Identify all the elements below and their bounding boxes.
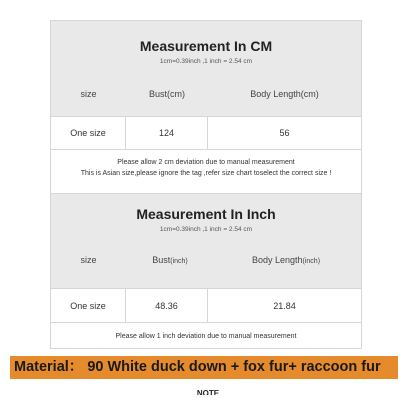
cm-cell-bust: 124 bbox=[126, 117, 208, 149]
inch-header-size: size bbox=[80, 255, 97, 265]
cm-table-title: Measurement In CM bbox=[139, 38, 273, 54]
inch-deviation-note: Please allow 1 inch deviation due to manual measurement bbox=[115, 333, 297, 340]
cm-deviation-note: Please allow 2 cm deviation due to manual measurement bbox=[117, 159, 295, 166]
cm-cell-size: One size bbox=[51, 117, 126, 149]
cm-header-bust: Bust(cm) bbox=[149, 89, 185, 99]
cm-notes bbox=[51, 150, 361, 179]
inch-conversion-note: 1cm=0.39inch ,1 inch = 2.54 cm bbox=[159, 226, 253, 233]
cm-column-headers bbox=[51, 89, 361, 99]
inch-cell-body-length: 21.84 bbox=[273, 300, 296, 311]
inch-column-headers bbox=[51, 255, 361, 265]
inch-table-title: Measurement In Inch bbox=[136, 206, 276, 222]
cm-table-row bbox=[51, 117, 361, 150]
material-banner: Material： 90 White duck down + fox fur+ raccoon fur bbox=[10, 356, 398, 379]
inch-cell-size: One size bbox=[51, 289, 126, 322]
inch-header-body-length-label: Body Length bbox=[251, 255, 303, 265]
inch-measurement-table bbox=[50, 193, 362, 349]
inch-table-header-band bbox=[51, 194, 361, 289]
inch-header-body-length bbox=[211, 255, 361, 265]
asian-size-note: This is Asian size,please ignore the tag ,refer size chart toselect the correct size ! bbox=[80, 170, 332, 177]
cm-header-size: size bbox=[80, 89, 97, 99]
cm-measurement-table bbox=[50, 20, 362, 195]
inch-header-body-length-unit: (inch) bbox=[302, 258, 321, 265]
cm-cell-body-length: 56 bbox=[279, 128, 290, 138]
inch-header-bust-label: Bust bbox=[152, 255, 171, 265]
cutoff-heading bbox=[0, 383, 416, 395]
inch-table-row bbox=[51, 289, 361, 323]
inch-cell-bust: 48.36 bbox=[126, 289, 208, 322]
inch-header-bust-unit: (inch) bbox=[170, 258, 188, 265]
cm-table-header-band bbox=[51, 21, 361, 117]
cm-header-body-length: Body Length(cm) bbox=[250, 89, 319, 99]
cutoff-heading-text: NOTE bbox=[196, 389, 220, 395]
inch-notes bbox=[51, 323, 361, 342]
inch-header-bust bbox=[126, 255, 211, 265]
cm-conversion-note: 1cm=0.39inch ,1 inch = 2.54 cm bbox=[159, 58, 253, 65]
